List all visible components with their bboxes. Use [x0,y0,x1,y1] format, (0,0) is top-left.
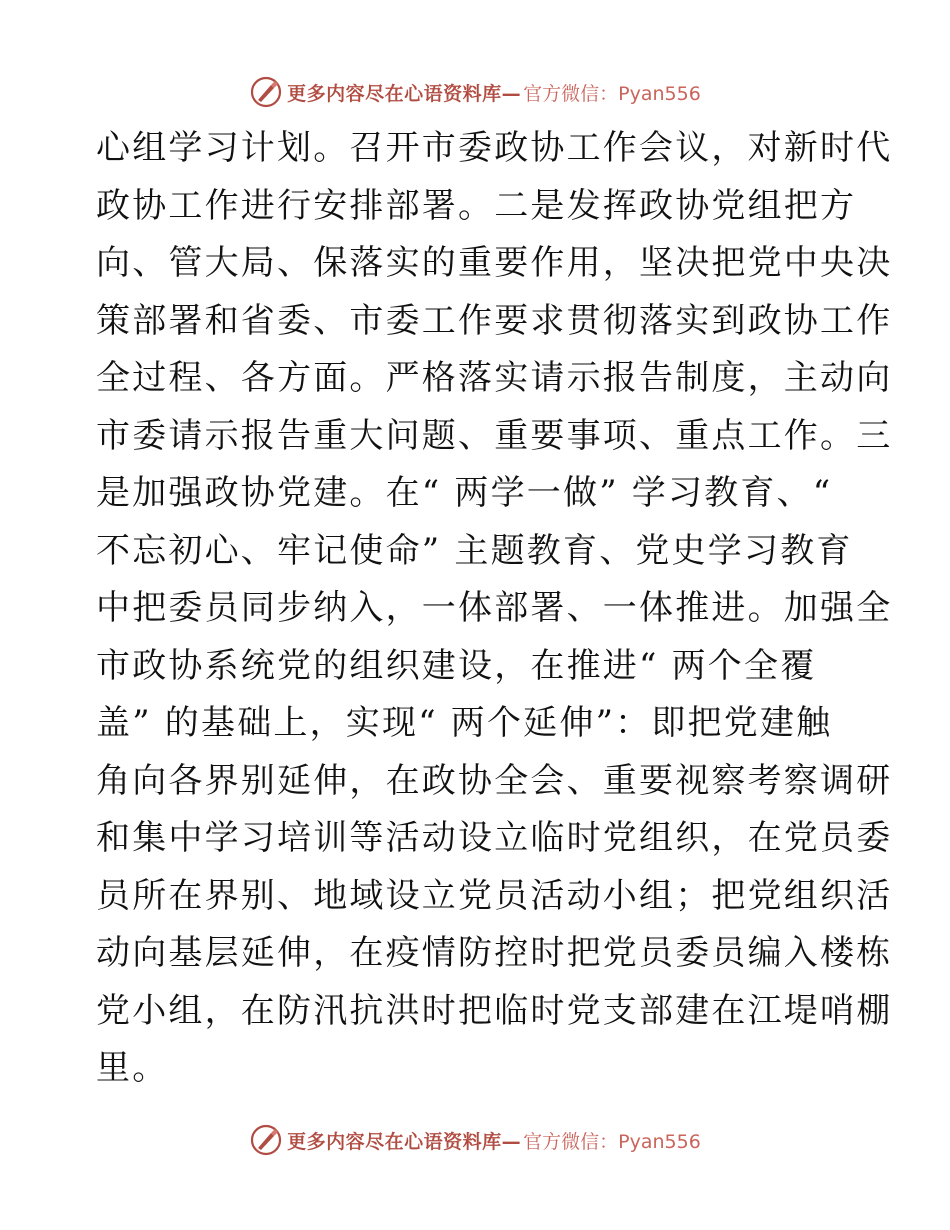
body-line: 动向基层延伸，在疫情防控时把党员委员编入楼栋 [96,933,893,973]
body-line: 是加强政协党建。在“ 两学一做” 学习教育、“ [96,473,833,513]
footer-watermark-banner [0,1120,950,1160]
banner-text: 更多内容尽在心语资料库— [287,82,522,105]
banner-wechat: 官方微信：Pyan556 [523,82,701,105]
header-watermark-banner [0,72,950,112]
body-line: 心组学习计划。召开市委政协工作会议，对新时代 [96,128,893,168]
body-line: 党小组，在防汛抗洪时把临时党支部建在江堤哨棚 [96,990,893,1031]
body-line: 里。 [96,1048,169,1088]
body-line: 员所在界别、地域设立党员活动小组；把党组织活 [96,875,893,916]
document-body [96,120,893,1098]
body-line: 全过程、各方面。严格落实请示报告制度，主动向 [96,358,893,398]
body-line: 角向各界别延伸，在政协全会、重要视察考察调研 [96,760,893,801]
body-line: 不忘初心、牢记使命” 主题教育、党史学习教育 [96,530,853,571]
body-line: 政协工作进行安排部署。二是发挥政协党组把方 [96,185,857,226]
body-line: 市委请示报告重大问题、重要事项、重点工作。三 [96,415,893,456]
body-line: 市政协系统党的组织建设，在推进“ 两个全覆 [96,645,817,686]
body-line: 策部署和省委、市委工作要求贯彻落实到政协工作 [96,300,893,341]
body-line: 和集中学习培训等活动设立临时党组织，在党员委 [96,818,893,858]
banner-text: 更多内容尽在心语资料库— [287,1130,522,1153]
body-line: 中把委员同步纳入，一体部署、一体推进。加强全 [96,588,893,628]
banner-wechat: 官方微信：Pyan556 [523,1130,701,1153]
body-line: 盖” 的基础上，实现“ 两个延伸”：即把党建触 [96,703,833,743]
body-line: 向、管大局、保落实的重要作用，坚决把党中央决 [96,243,893,283]
pen-circle-icon [249,1123,283,1157]
pen-circle-icon [249,75,283,109]
